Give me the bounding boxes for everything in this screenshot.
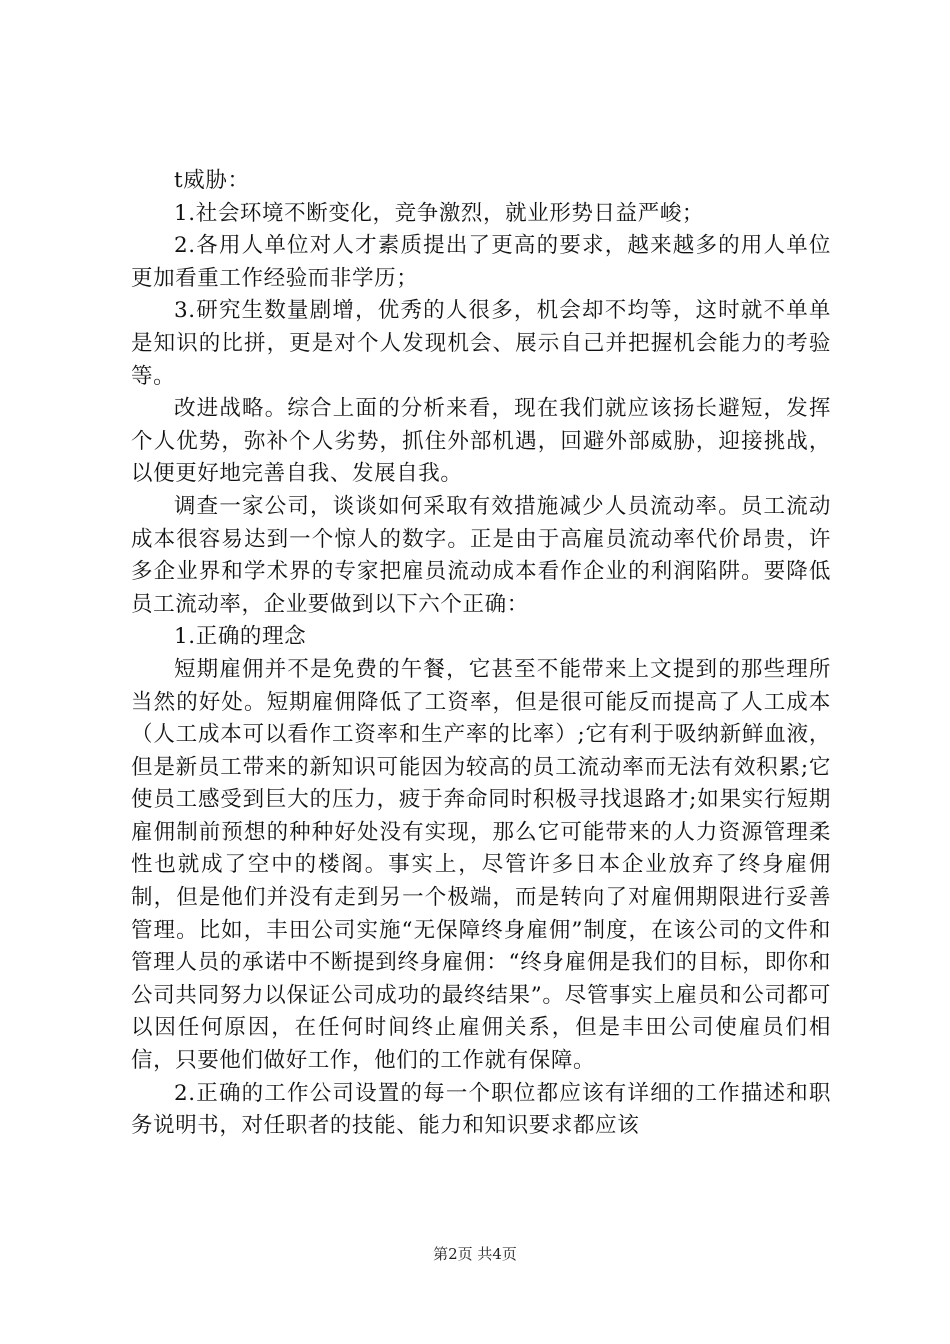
document-body (131, 165, 831, 1143)
paragraph-short-term-employment: 短期雇佣并不是免费的午餐，它甚至不能带来上文提到的那些理所当然的好处。短期雇佣降低了工资率，但是很可能反而提高了人工成本（人工成本可以看作工资率和生产率的比率）;它有利于吸纳新鲜血液，但是新员工带来的新知识可能因为较高的员工流动率而无法有效积累;它使员工感受到巨大的压力，疲于奔命同时积极寻找退路才;如果实行短期雇佣制前预想的种种好处没有实现，那么它可能带来的人力资源管理柔性也就成了空中的楼阁。事实上，尽管许多日本企业放弃了终身雇佣制，但是他们并没有走到另一个极端，而是转向了对雇佣期限进行妥善管理。比如，丰田公司实施“无保障终身雇佣”制度，在该公司的文件和管理人员的承诺中不断提到终身雇佣：“终身雇佣是我们的目标，即你和公司共同努力以保证公司成功的最终结果”。尽管事实上雇员和公司都可以因任何原因，在任何时间终止雇佣关系，但是丰田公司使雇员们相信，只要他们做好工作，他们的工作就有保障。 (131, 656, 831, 1074)
paragraph-threats-heading: t威胁： (174, 168, 250, 193)
paragraph-threat-1: 1.社会环境不断变化，竞争激烈，就业形势日益严峻； (174, 200, 705, 226)
paragraph-correct-work: 2.正确的工作公司设置的每一个职位都应该有详细的工作描述和职务说明书，对任职者的技能、能力和知识要求都应该 (131, 1080, 831, 1139)
paragraph-threat-3: 3.研究生数量剧增，优秀的人很多，机会却不均等，这时就不单单是知识的比拼，更是对个人发现机会、展示自己并把握机会能力的考验等。 (131, 298, 831, 389)
paragraph-threat-2: 2.各用人单位对人才素质提出了更高的要求，越来越多的用人单位更加看重工作经验而非学历； (131, 233, 831, 291)
paragraph-correct-concept-heading: 1.正确的理念 (174, 624, 307, 650)
page-number-footer: 第2页 共4页 (433, 1245, 517, 1263)
paragraph-company-survey: 调查一家公司，谈谈如何采取有效措施减少人员流动率。员工流动成本很容易达到一个惊人的数字。正是由于高雇员流动率代价昂贵，许多企业界和学术界的专家把雇员流动成本看作企业的利润陷阱。要降低员工流动率，企业要做到以下六个正确： (131, 493, 831, 617)
paragraph-improvement-strategy: 改进战略。综合上面的分析来看，现在我们就应该扬长避短，发挥个人优势，弥补个人劣势，抓住外部机遇，回避外部威胁，迎接挑战，以便更好地完善自我、发展自我。 (131, 396, 831, 487)
